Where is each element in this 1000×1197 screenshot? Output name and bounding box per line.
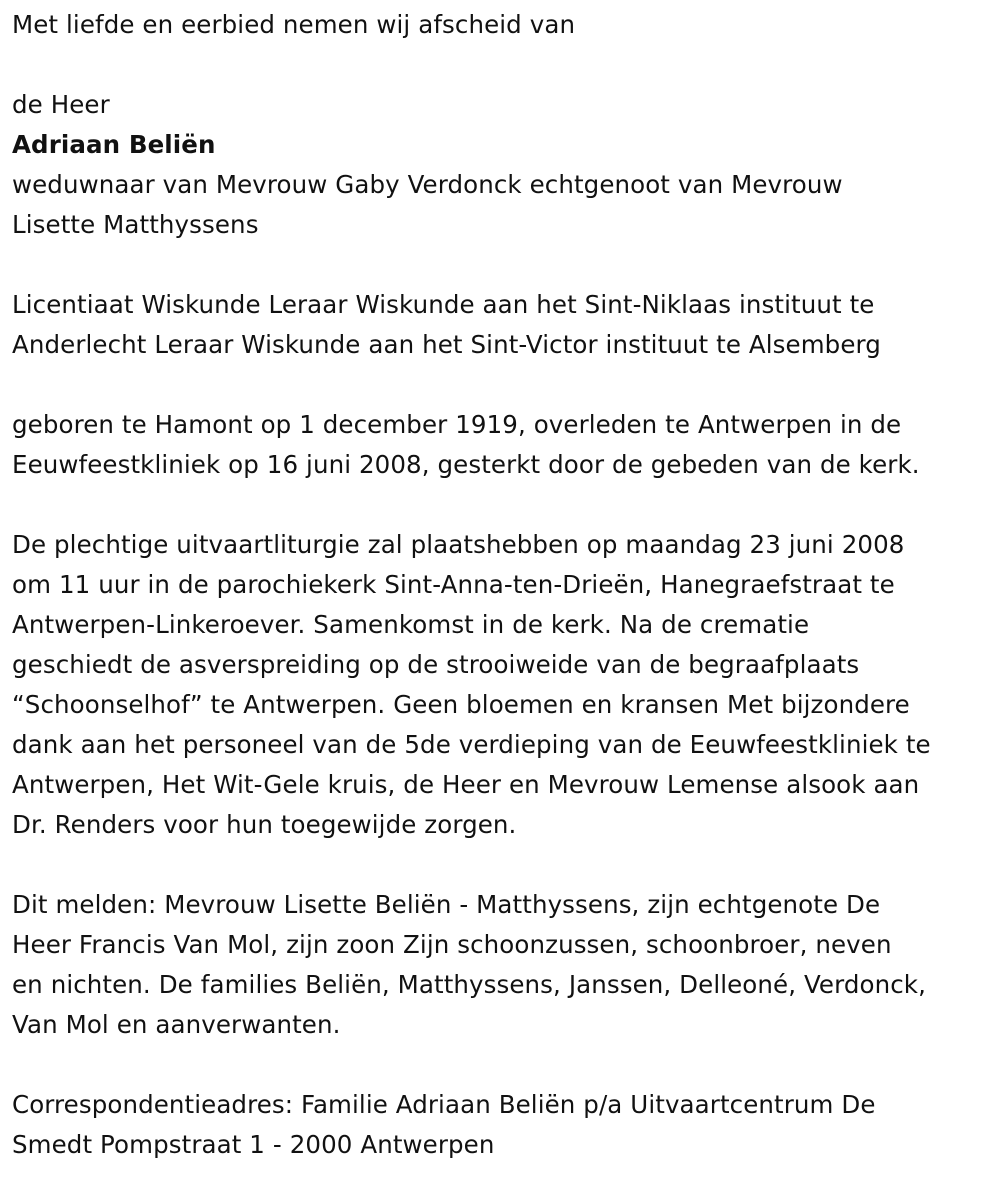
intro-line: Met liefde en eerbied nemen wij afscheid van (12, 10, 576, 39)
spacer (12, 485, 992, 525)
profession-line: Licentiaat Wiskunde Leraar Wiskunde aan het Sint-Niklaas instituut te (12, 290, 875, 319)
relation-paragraph (12, 165, 992, 245)
obituary-text (12, 5, 992, 1165)
correspondence-paragraph (12, 1085, 992, 1165)
birth-death-line: geboren te Hamont op 1 december 1919, overleden te Antwerpen in de (12, 410, 902, 439)
relation-line: weduwnaar van Mevrouw Gaby Verdonck echtgenoot van Mevrouw (12, 170, 843, 199)
ceremony-line: om 11 uur in de parochiekerk Sint-Anna-ten-Drieën, Hanegraefstraat te (12, 570, 895, 599)
ceremony-line: dank aan het personeel van de 5de verdieping van de Eeuwfeestkliniek te (12, 730, 931, 759)
announcers-line: Heer Francis Van Mol, zijn zoon Zijn schoonzussen, schoonbroer, neven (12, 930, 892, 959)
ceremony-line: Antwerpen, Het Wit-Gele kruis, de Heer en Mevrouw Lemense alsook aan (12, 770, 920, 799)
profession-paragraph (12, 285, 992, 365)
ceremony-line: geschiedt de asverspreiding op de strooiweide van de begraafplaats (12, 650, 860, 679)
deceased-name: Adriaan Beliën (12, 130, 216, 159)
ceremony-line: Antwerpen-Linkeroever. Samenkomst in de kerk. Na de crematie (12, 610, 810, 639)
relation-line: Lisette Matthyssens (12, 210, 259, 239)
spacer (12, 245, 992, 285)
spacer (12, 365, 992, 405)
birth-death-paragraph (12, 405, 992, 485)
profession-line: Anderlecht Leraar Wiskunde aan het Sint-Victor instituut te Alsemberg (12, 330, 881, 359)
announcers-line: en nichten. De families Beliën, Matthyssens, Janssen, Delleoné, Verdonck, (12, 970, 926, 999)
birth-death-line: Eeuwfeestkliniek op 16 juni 2008, gesterkt door de gebeden van de kerk. (12, 450, 920, 479)
correspondence-line: Smedt Pompstraat 1 - 2000 Antwerpen (12, 1130, 495, 1159)
announcers-paragraph (12, 885, 992, 1045)
spacer (12, 1045, 992, 1085)
announcers-line: Van Mol en aanverwanten. (12, 1010, 341, 1039)
correspondence-line: Correspondentieadres: Familie Adriaan Beliën p/a Uitvaartcentrum De (12, 1090, 876, 1119)
ceremony-line: “Schoonselhof” te Antwerpen. Geen bloemen en kransen Met bijzondere (12, 690, 910, 719)
spacer (12, 845, 992, 885)
announcers-line: Dit melden: Mevrouw Lisette Beliën - Matthyssens, zijn echtgenote De (12, 890, 881, 919)
title-prefix: de Heer (12, 90, 110, 119)
ceremony-line: De plechtige uitvaartliturgie zal plaatshebben op maandag 23 juni 2008 (12, 530, 905, 559)
ceremony-line: Dr. Renders voor hun toegewijde zorgen. (12, 810, 517, 839)
ceremony-paragraph (12, 525, 992, 845)
spacer (12, 45, 992, 85)
